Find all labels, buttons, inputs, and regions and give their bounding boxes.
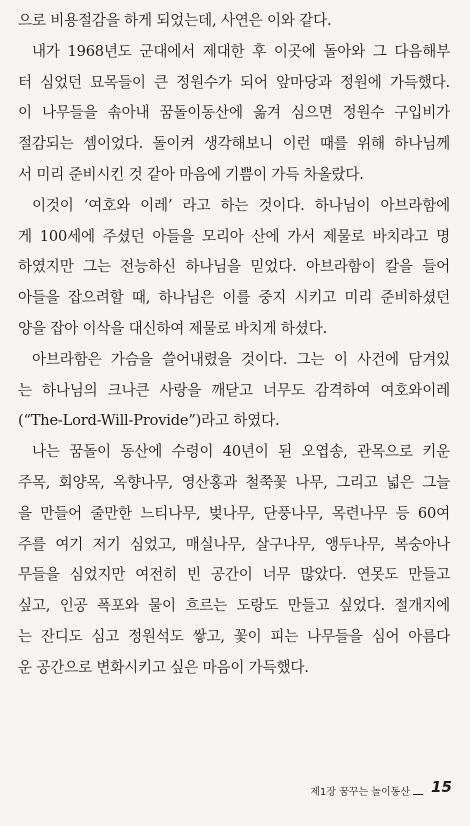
text-line: 이것이 ‘여호와 이레’ 라고 하는 것이다. 하나님이 아브라함에	[32, 196, 450, 214]
text-line: 싶고, 인공 폭포와 물이 흐르는 도랑도 만들고 싶었다. 절개지에	[18, 597, 450, 615]
chapter-label: 제1장 꿈꾸는 놀이동산	[310, 787, 410, 798]
text-line: 는 하나님의 크나큰 사랑을 깨닫고 너무도 감격하여 여호와이레	[18, 381, 450, 399]
text-line: 게 100세에 주셨던 아들을 모리아 산에 가서 제물로 바치라고 명	[18, 227, 450, 245]
text-line: 는 잔디도 심고 정원석도 쌓고, 꽃이 피는 나무들을 심어 아름다	[18, 627, 450, 645]
text-line: 주목, 회양목, 옥향나무, 영산홍과 철쭉꽃 나무, 그리고 넓은 그늘	[18, 473, 450, 491]
text-line: 터 심었던 묘목들이 큰 정원수가 되어 앞마당과 정원에 가득했다.	[18, 73, 450, 91]
page-number: 15	[431, 778, 452, 796]
text-line: 으로 비용절감을 하게 되었는데, 사연은 이와 같다.	[18, 12, 332, 29]
text-line: 이 나무들을 솎아내 꿈돌이동산에 옮겨 심으면 정원수 구입비가	[18, 104, 450, 122]
text-line: 을 만들어 줄만한 느티나무, 벚나무, 단풍나무, 목련나무 등 60여	[18, 504, 450, 522]
text-line: 무들을 심었지만 여전히 빈 공간이 너무 많았다. 연못도 만들고	[18, 566, 450, 584]
text-line: 주를 여기 저기 심었고, 매실나무, 살구나무, 앵두나무, 복숭아나	[18, 535, 450, 553]
text-line: 나는 꿈돌이 동산에 수령이 40년이 된 오엽송, 관목으로 키운	[32, 443, 450, 461]
text-line: 아브라함은 가슴을 쓸어내렸을 것이다. 그는 이 사건에 담겨있	[32, 350, 450, 368]
text-line: (“The-Lord-Will-Provide”)라고 하였다.	[18, 412, 280, 430]
text-line: 내가 1968년도 군대에서 제대한 후 이곳에 돌아와 그 다음해부	[32, 42, 450, 60]
text-line: 절감되는 셈이었다. 돌이켜 생각해보니 이런 때를 위해 하나님께	[18, 135, 450, 153]
text-line: 하였지만 그는 전능하신 하나님을 믿었다. 아브라함이 칼을 들어	[18, 258, 450, 276]
footer-divider	[413, 794, 423, 795]
text-line: 양을 잡아 이삭을 대신하여 제물로 바치게 하셨다.	[18, 319, 328, 337]
text-line: 서 미리 준비시킨 것 같아 마음에 기쁨이 가득 차올랐다.	[18, 165, 364, 183]
text-line: 아들을 잡으려할 때, 하나님은 이를 중지 시키고 미리 준비하셨던	[18, 289, 450, 307]
text-line: 운 공간으로 변화시키고 싶은 마음이 가득했다.	[18, 658, 309, 676]
body-text	[18, 6, 450, 684]
page-footer	[0, 780, 470, 800]
